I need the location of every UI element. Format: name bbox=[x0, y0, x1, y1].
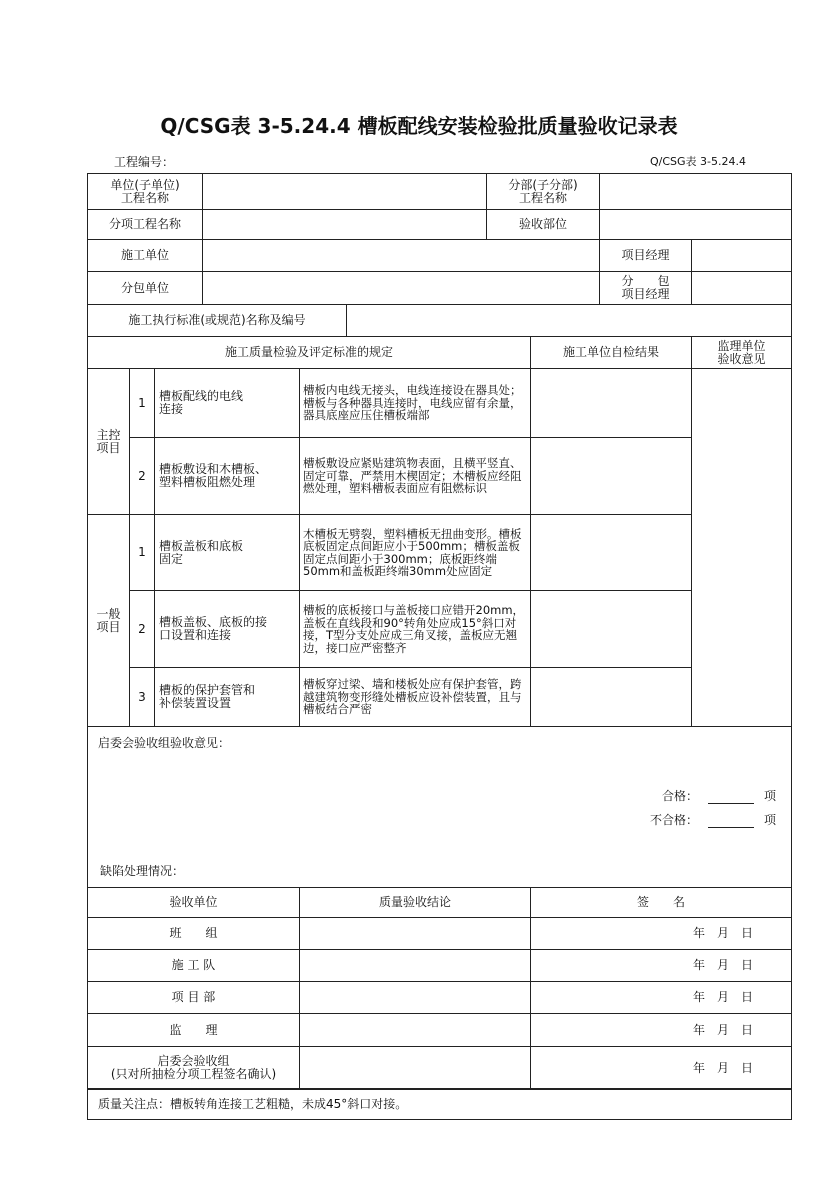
item-no: 2 bbox=[129, 437, 155, 515]
item-no: 1 bbox=[129, 368, 155, 438]
item-project-field[interactable] bbox=[202, 209, 487, 240]
self-check-field[interactable] bbox=[530, 667, 692, 727]
project-manager-label: 项目经理 bbox=[599, 239, 692, 272]
accept-part-label: 验收部位 bbox=[486, 209, 600, 240]
subcontract-manager-label: 分 包 项目经理 bbox=[599, 271, 692, 305]
fail-label: 不合格： bbox=[650, 813, 699, 827]
item-name: 槽板的保护套管和 补偿装置设置 bbox=[154, 667, 300, 727]
pass-count-field[interactable] bbox=[708, 791, 754, 804]
item-standard: 槽板穿过梁、墙和楼板处应有保护套管，跨越建筑物变形缝处槽板应设补偿装置，且与槽板结合严密 bbox=[299, 667, 531, 727]
pass-row bbox=[662, 787, 776, 804]
fail-count-field[interactable] bbox=[708, 815, 754, 828]
sub-part-field[interactable] bbox=[599, 173, 792, 210]
subcontract-unit-field[interactable] bbox=[202, 271, 600, 305]
supervisor-header: 监理单位 验收意见 bbox=[691, 336, 792, 369]
defect-label: 缺陷处理情况： bbox=[100, 864, 185, 878]
self-check-field[interactable] bbox=[530, 437, 692, 515]
fail-unit: 项 bbox=[764, 813, 777, 827]
item-no: 3 bbox=[129, 667, 155, 727]
project-no-label: 工程编号： bbox=[114, 155, 175, 169]
self-check-field[interactable] bbox=[530, 368, 692, 438]
spec-header: 施工质量检验及评定标准的规定 bbox=[87, 336, 531, 369]
sign-row-date[interactable]: 年 月 日 bbox=[530, 949, 792, 982]
sign-row-conclusion-field[interactable] bbox=[299, 949, 531, 982]
sign-row-unit: 监 理 bbox=[87, 1013, 300, 1047]
page-title: Q/CSG表 3-5.24.4 槽板配线安装检验批质量验收记录表 bbox=[160, 114, 678, 138]
item-no: 1 bbox=[129, 514, 155, 591]
unit-project-label: 单位(子单位) 工程名称 bbox=[87, 173, 203, 210]
unit-project-field[interactable] bbox=[202, 173, 487, 210]
sign-row-date[interactable]: 年 月 日 bbox=[530, 981, 792, 1014]
sign-row-unit: 项 目 部 bbox=[87, 981, 300, 1014]
sign-row-date[interactable]: 年 月 日 bbox=[530, 1013, 792, 1047]
sign-row-conclusion-field[interactable] bbox=[299, 1046, 531, 1090]
item-no: 2 bbox=[129, 590, 155, 668]
construction-unit-field[interactable] bbox=[202, 239, 600, 272]
sign-row-date[interactable]: 年 月 日 bbox=[530, 917, 792, 950]
subcontract-manager-field[interactable] bbox=[691, 271, 792, 305]
accept-part-field[interactable] bbox=[599, 209, 792, 240]
item-standard: 槽板敷设应紧贴建筑物表面，且横平竖直、固定可靠，严禁用木楔固定；木槽板应经阻燃处理，塑料槽板表面应有阻燃标识 bbox=[299, 437, 531, 515]
sign-row-conclusion-field[interactable] bbox=[299, 917, 531, 950]
sign-row-unit: 启委会验收组 (只对所抽检分项工程签名确认) bbox=[87, 1046, 300, 1090]
general-category: 一般 项目 bbox=[87, 514, 130, 727]
sub-part-label: 分部(子分部) 工程名称 bbox=[486, 173, 600, 210]
item-name: 槽板盖板、底板的接 口设置和连接 bbox=[154, 590, 300, 668]
quality-focus-note: 质量关注点：槽板转角连接工艺粗糙，未成45°斜口对接。 bbox=[87, 1088, 792, 1120]
self-check-field[interactable] bbox=[530, 590, 692, 668]
self-check-header: 施工单位自检结果 bbox=[530, 336, 692, 369]
project-manager-field[interactable] bbox=[691, 239, 792, 272]
supervisor-opinion-field[interactable] bbox=[691, 368, 792, 727]
sign-header-signature: 签 名 bbox=[530, 887, 792, 918]
sign-row-date[interactable]: 年 月 日 bbox=[530, 1046, 792, 1090]
item-standard: 木槽板无劈裂，塑料槽板无扭曲变形。槽板底板固定点间距应小于500mm；槽板盖板固定点间距小于300mm；底板距终端50mm和盖板距终端30mm处应固定 bbox=[299, 514, 531, 591]
item-name: 槽板配线的电线 连接 bbox=[154, 368, 300, 438]
sign-row-unit: 班 组 bbox=[87, 917, 300, 950]
self-check-field[interactable] bbox=[530, 514, 692, 591]
sign-row-unit: 施 工 队 bbox=[87, 949, 300, 982]
sign-row-conclusion-field[interactable] bbox=[299, 981, 531, 1014]
item-standard: 槽板内电线无接头，电线连接设在器具处；槽板与各种器具连接时，电线应留有余量，器具底座应压住槽板端部 bbox=[299, 368, 531, 438]
main-category: 主控 项目 bbox=[87, 368, 130, 515]
sign-header-unit: 验收单位 bbox=[87, 887, 300, 918]
form-code: Q/CSG表 3-5.24.4 bbox=[650, 155, 747, 168]
item-project-label: 分项工程名称 bbox=[87, 209, 203, 240]
item-name: 槽板敷设和木槽板、 塑料槽板阻燃处理 bbox=[154, 437, 300, 515]
item-name: 槽板盖板和底板 固定 bbox=[154, 514, 300, 591]
sign-row-conclusion-field[interactable] bbox=[299, 1013, 531, 1047]
fail-row bbox=[650, 811, 776, 828]
pass-unit: 项 bbox=[764, 789, 777, 803]
opinion-label: 启委会验收组验收意见： bbox=[98, 736, 231, 750]
standard-label: 施工执行标准(或规范)名称及编号 bbox=[87, 304, 347, 337]
item-standard: 槽板的底板接口与盖板接口应错开20mm，盖板在直线段和90°转角处应成15°斜口对接，T型分支处应成三角叉接，盖板应无翘边，接口应严密整齐 bbox=[299, 590, 531, 668]
sign-header-conclusion: 质量验收结论 bbox=[299, 887, 531, 918]
standard-field[interactable] bbox=[346, 304, 792, 337]
subcontract-unit-label: 分包单位 bbox=[87, 271, 203, 305]
construction-unit-label: 施工单位 bbox=[87, 239, 203, 272]
pass-label: 合格： bbox=[662, 789, 699, 803]
